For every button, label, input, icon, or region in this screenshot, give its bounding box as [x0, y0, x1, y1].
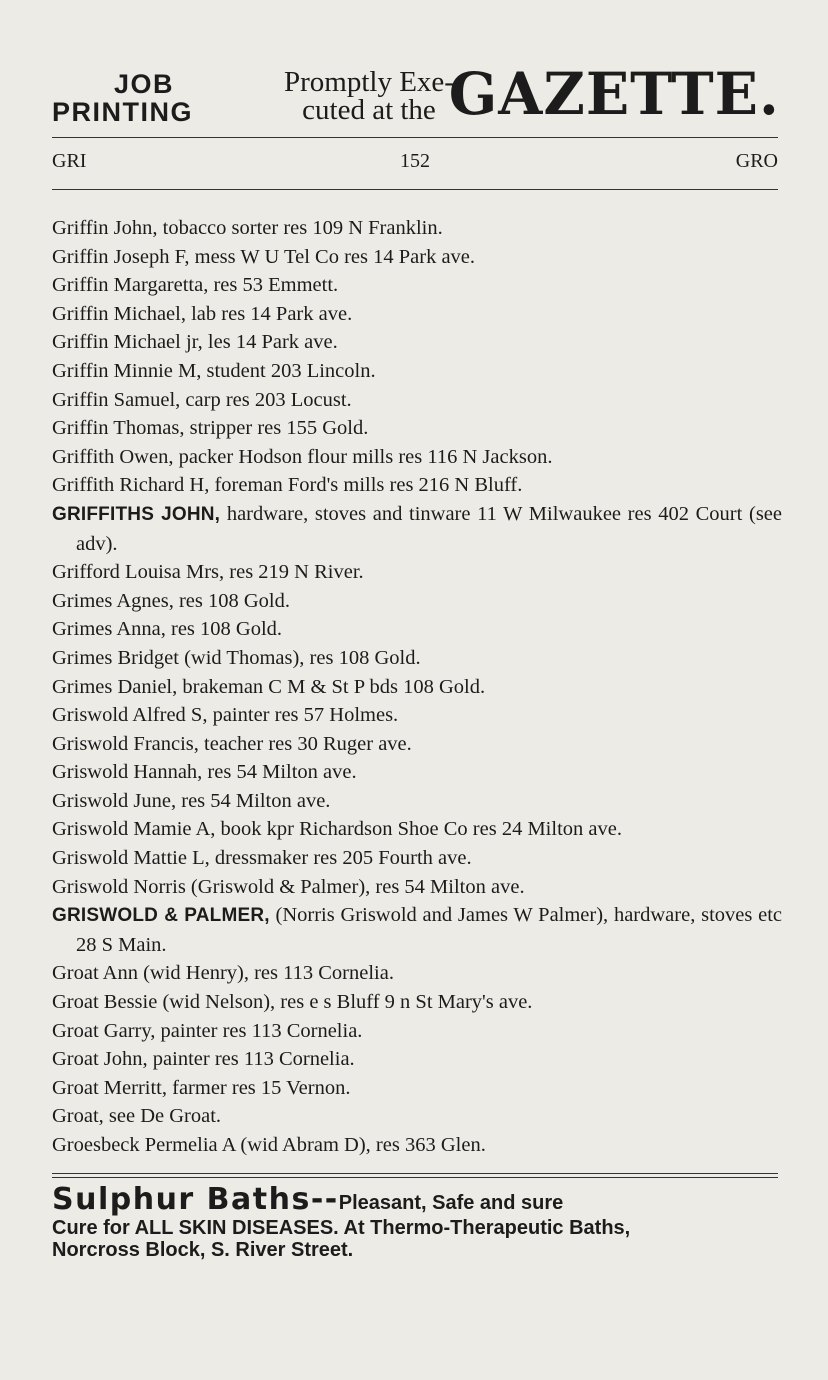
directory-entry	[52, 988, 782, 1017]
footer-ad-line-1	[52, 1182, 778, 1217]
directory-entry	[52, 730, 782, 759]
entry-text: Griffith Richard H, foreman Ford's mills res 216 N Bluff.	[52, 474, 523, 497]
directory-entry	[52, 644, 782, 673]
entry-text: Grimes Bridget (wid Thomas), res 108 Gold.	[52, 646, 421, 669]
entry-text: Griffith Owen, packer Hodson flour mills res 116 N Jackson.	[52, 445, 553, 468]
entry-text: hardware, stoves and tinware 11 W Milwaukee res 402 Court (see adv).	[76, 502, 782, 555]
directory-entry	[52, 1017, 782, 1046]
footer-ad-line-3: Norcross Block, S. River Street.	[52, 1239, 354, 1261]
directory-entry	[52, 1045, 782, 1074]
directory-entry	[52, 844, 782, 873]
gazette-title: GAZETTE.	[449, 60, 780, 128]
entry-text: Griswold Norris (Griswold & Palmer), res 54 Milton ave.	[52, 875, 525, 898]
job-printing-text	[52, 70, 193, 126]
promptly-executed-text	[284, 68, 454, 124]
entry-text: Griffin John, tobacco sorter res 109 N Franklin.	[52, 217, 443, 239]
directory-entry	[52, 673, 782, 702]
directory-entry	[52, 1102, 782, 1131]
entry-text: Griffin Michael, lab res 14 Park ave.	[52, 302, 353, 325]
entry-text: Griswold Mattie L, dressmaker res 205 Fourth ave.	[52, 847, 472, 870]
entry-text: Griffin Michael jr, les 14 Park ave.	[52, 331, 338, 354]
directory-entry	[52, 386, 782, 415]
business-name: GRISWOLD & PALMER,	[52, 905, 270, 927]
entry-text: Groat Bessie (wid Nelson), res e s Bluff 9 n St Mary's ave.	[52, 991, 533, 1014]
directory-listing	[52, 214, 782, 1160]
business-name: GRIFFITHS JOHN,	[52, 503, 221, 525]
entry-text: Griffin Thomas, stripper res 155 Gold.	[52, 417, 369, 440]
sulphur-baths-title: Sulphur Baths--	[52, 1182, 339, 1217]
directory-entry	[52, 815, 782, 844]
directory-entry	[52, 758, 782, 787]
directory-entry	[52, 271, 782, 300]
entry-text: Groat John, painter res 113 Cornelia.	[52, 1048, 355, 1071]
header-rule	[52, 137, 778, 138]
entry-text: Griswold June, res 54 Milton ave.	[52, 789, 331, 812]
printing-label: PRINTING	[52, 97, 194, 127]
running-head-left: GRI	[52, 150, 87, 172]
running-head-rule	[52, 189, 778, 190]
directory-entry	[52, 328, 782, 357]
page-number: 152	[400, 150, 430, 172]
running-head	[52, 150, 778, 178]
directory-entry	[52, 873, 782, 902]
running-head-right: GRO	[735, 150, 778, 172]
directory-entry	[52, 471, 782, 500]
entry-text: Groat Garry, painter res 113 Cornelia.	[52, 1019, 363, 1042]
directory-entry	[52, 414, 782, 443]
directory-entry	[52, 615, 782, 644]
entry-text: Griffin Samuel, carp res 203 Locust.	[52, 388, 352, 411]
footer-rule	[52, 1173, 778, 1174]
entry-text: (Norris Griswold and James W Palmer), hardware, stoves etc 28 S Main.	[76, 904, 782, 956]
entry-text: Grimes Daniel, brakeman C M & St P bds 108 Gold.	[52, 675, 486, 698]
promptly-line-2: cuted at the	[302, 94, 436, 126]
entry-text: Griswold Hannah, res 54 Milton ave.	[52, 761, 357, 784]
entry-text: Griswold Alfred S, painter res 57 Holmes.	[52, 704, 399, 727]
directory-entry	[52, 901, 782, 959]
entry-text: Griffin Margaretta, res 53 Emmett.	[52, 274, 339, 297]
entry-text: Griswold Mamie A, book kpr Richardson Shoe Co res 24 Milton ave.	[52, 818, 622, 841]
directory-entry	[52, 243, 782, 272]
directory-entry	[52, 500, 782, 558]
directory-entry	[52, 959, 782, 988]
entry-text: Griffin Joseph F, mess W U Tel Co res 14 Park ave.	[52, 245, 476, 268]
entry-text: Groat Ann (wid Henry), res 113 Cornelia.	[52, 962, 394, 985]
directory-entry	[52, 443, 782, 472]
footer-ad-line-2: Cure for ALL SKIN DISEASES. At Thermo-Therapeutic Baths,	[52, 1217, 631, 1239]
directory-entry	[52, 787, 782, 816]
header-advertisement	[52, 62, 782, 134]
entry-text: Groesbeck Permelia A (wid Abram D), res 363 Glen.	[52, 1134, 486, 1156]
entry-text: Griffin Minnie M, student 203 Lincoln.	[52, 359, 376, 382]
directory-entry	[52, 300, 782, 329]
directory-entry	[52, 587, 782, 616]
directory-entry	[52, 357, 782, 386]
directory-entry	[52, 1074, 782, 1103]
entry-text: Griswold Francis, teacher res 30 Ruger ave.	[52, 732, 412, 755]
entry-text: Grifford Louisa Mrs, res 219 N River.	[52, 561, 364, 584]
footer-advertisement	[52, 1182, 778, 1261]
footer-rule-double	[52, 1177, 778, 1178]
entry-text: Groat Merritt, farmer res 15 Vernon.	[52, 1076, 351, 1099]
directory-entry	[52, 558, 782, 587]
directory-entry	[52, 701, 782, 730]
directory-entry	[52, 1131, 782, 1160]
footer-ad-tagline: Pleasant, Safe and sure	[338, 1192, 564, 1214]
entry-text: Grimes Anna, res 108 Gold.	[52, 618, 283, 641]
entry-text: Grimes Agnes, res 108 Gold.	[52, 589, 291, 612]
promptly-line-1: Promptly Exe-	[284, 66, 454, 98]
directory-entry	[52, 214, 782, 243]
job-label: JOB	[114, 69, 175, 99]
entry-text: Groat, see De Groat.	[52, 1105, 222, 1128]
